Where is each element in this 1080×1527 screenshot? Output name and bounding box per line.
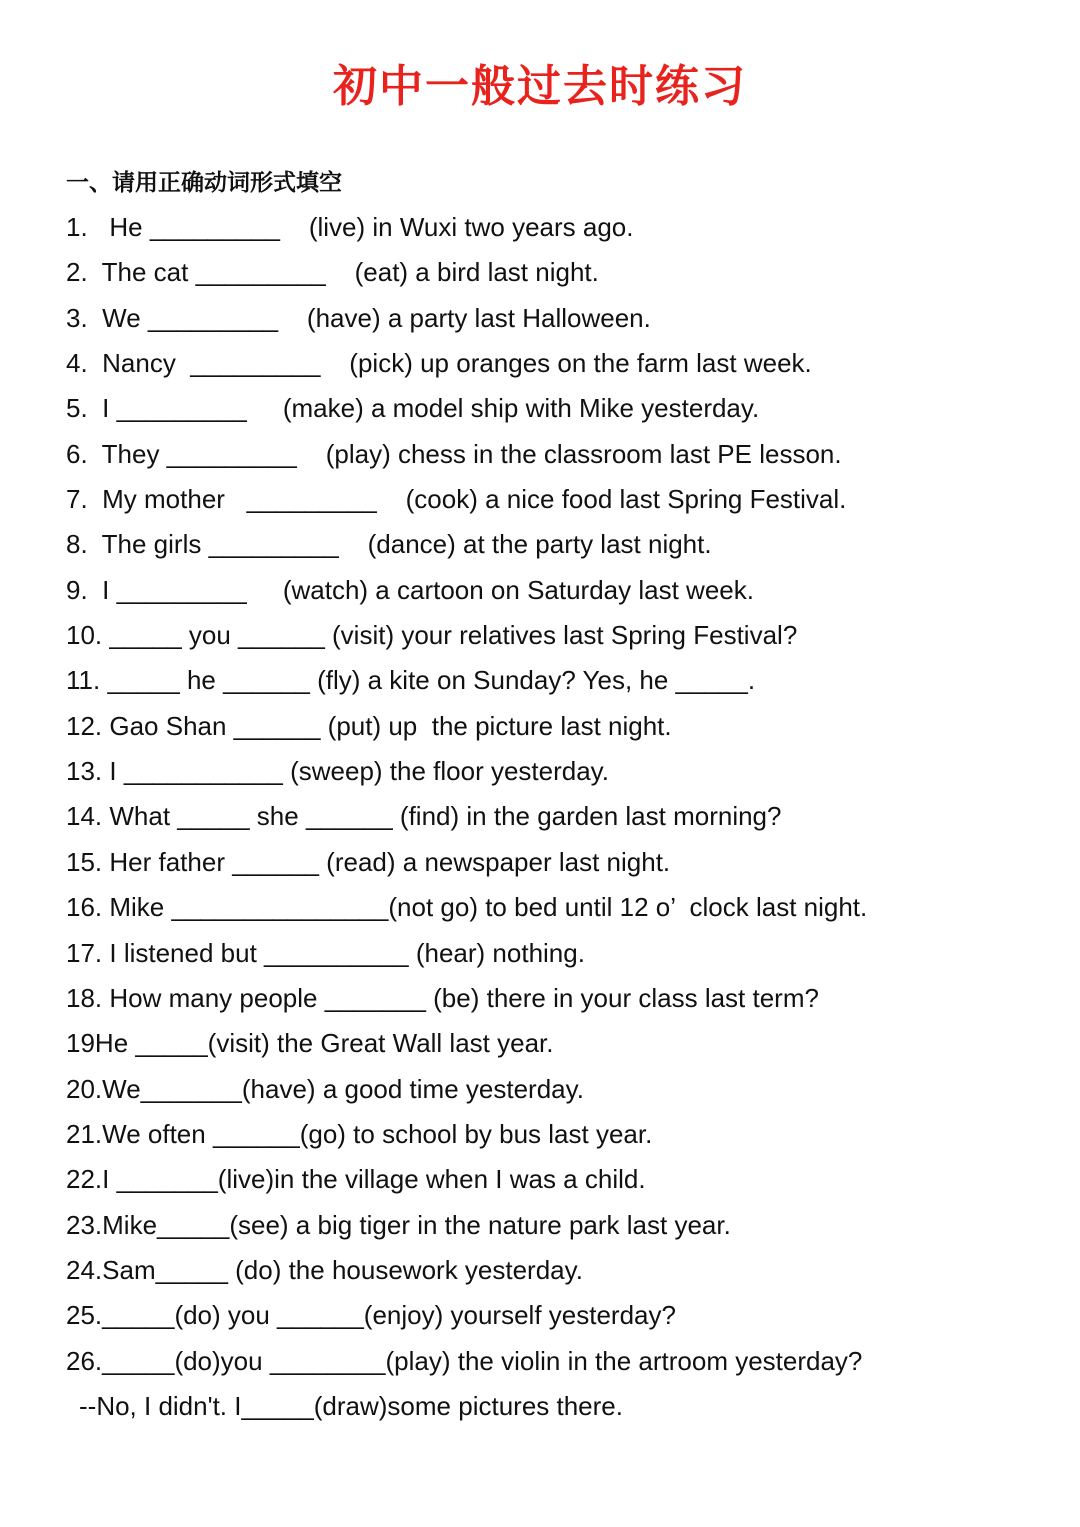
question-item: 17. I listened but __________ (hear) nothing. (66, 937, 585, 968)
question-item: 5. I _________ (make) a model ship with Mike yesterday. (66, 393, 760, 424)
question-item: 3. We _________ (have) a party last Halloween. (66, 302, 651, 333)
question-item: 20.We_______(have) a good time yesterday. (66, 1073, 584, 1104)
question-item: 19He _____(visit) the Great Wall last year. (66, 1028, 554, 1059)
question-item: 22.I _______(live)in the village when I was a child. (66, 1164, 646, 1195)
question-item: 16. Mike _______________(not go) to bed until 12 o’ clock last night. (66, 892, 868, 923)
question-item: 6. They _________ (play) chess in the classroom last PE lesson. (66, 438, 842, 469)
question-item: 4. Nancy _________ (pick) up oranges on the farm last week. (66, 348, 812, 379)
question-item: 11. _____ he ______ (fly) a kite on Sunday? Yes, he _____. (66, 665, 756, 696)
question-list (66, 205, 1056, 1429)
question-item: 15. Her father ______ (read) a newspaper last night. (66, 846, 671, 877)
question-item: 12. Gao Shan ______ (put) up the picture last night. (66, 710, 672, 741)
question-item: 24.Sam_____ (do) the housework yesterday. (66, 1254, 583, 1285)
answer-line: --No, I didn't. I_____(draw)some pictures there. (79, 1390, 623, 1421)
question-item: 18. How many people _______ (be) there in your class last term? (66, 982, 819, 1013)
question-item: 9. I _________ (watch) a cartoon on Saturday last week. (66, 574, 754, 605)
question-item: 14. What _____ she ______ (find) in the garden last morning? (66, 801, 782, 832)
question-item: 7. My mother _________ (cook) a nice food last Spring Festival. (66, 484, 847, 515)
question-item: 10. _____ you ______ (visit) your relatives last Spring Festival? (66, 620, 798, 651)
question-item: 8. The girls _________ (dance) at the party last night. (66, 529, 712, 560)
question-item: 1. He _________ (live) in Wuxi two years ago. (66, 212, 634, 242)
question-item: 2. The cat _________ (eat) a bird last night. (66, 257, 599, 288)
question-item: 21.We often ______(go) to school by bus last year. (66, 1118, 653, 1149)
section-heading: 一、请用正确动词形式填空 (66, 170, 342, 196)
question-item: 25._____(do) you ______(enjoy) yourself yesterday? (66, 1300, 676, 1331)
question-item: 23.Mike_____(see) a big tiger in the nature park last year. (66, 1209, 731, 1240)
question-item: 26._____(do)you ________(play) the violin in the artroom yesterday? (66, 1345, 863, 1376)
question-item: 13. I ___________ (sweep) the floor yesterday. (66, 756, 609, 787)
page-title: 初中一般过去时练习 (333, 61, 747, 112)
